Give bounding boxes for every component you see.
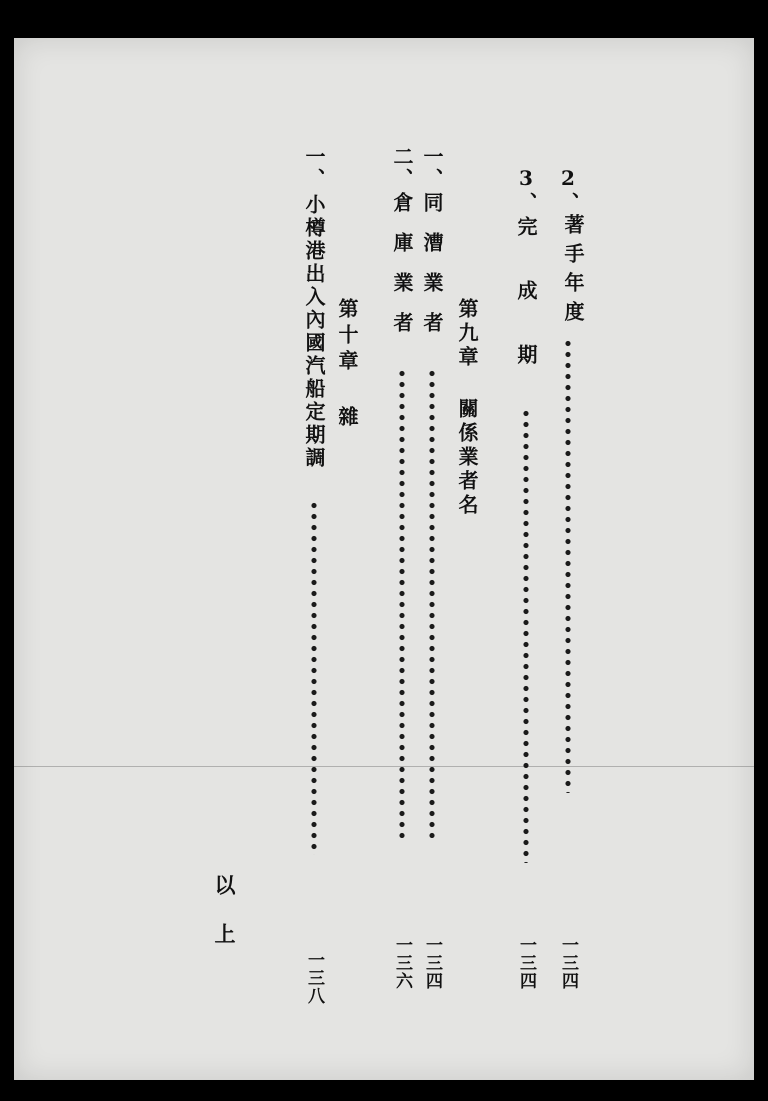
dot-leader (398, 368, 406, 838)
entry-marker: 3、 (514, 166, 538, 214)
toc-entry (299, 146, 329, 1005)
entry-marker: 二、 (390, 146, 414, 190)
entry-page-number: 一三六 (392, 936, 412, 990)
entry-title: 著手年度 (561, 214, 585, 330)
chapter-heading: 第十章 雜 (335, 298, 359, 432)
entry-page-number: 一三四 (422, 936, 442, 990)
entry-marker: 2、 (556, 166, 580, 214)
entry-title: 小樽港出入內國汽船定期調 (302, 194, 326, 470)
closing-mark: 以上 (212, 874, 237, 972)
dot-leader (310, 500, 318, 855)
dot-leader (522, 408, 530, 863)
entry-page-number: 一三四 (516, 936, 536, 990)
entry-title: 同漕業者 (420, 192, 444, 352)
entry-page-number: 一三八 (304, 951, 324, 1005)
toc-entry (511, 166, 541, 990)
entry-title: 完成期 (514, 216, 538, 408)
entry-marker: 一、 (420, 146, 444, 190)
entry-marker: 一、 (302, 146, 326, 190)
dot-leader (564, 338, 572, 793)
entry-title: 倉庫業者 (390, 192, 414, 352)
page-fold-line (14, 766, 754, 767)
document-page (14, 38, 754, 1080)
toc-entry (387, 146, 417, 990)
dot-leader (428, 368, 436, 838)
toc-entry (553, 166, 585, 990)
toc-entry (417, 146, 447, 990)
chapter-heading: 第九章 關係業者名 (455, 298, 479, 518)
entry-page-number: 一三四 (558, 936, 578, 990)
